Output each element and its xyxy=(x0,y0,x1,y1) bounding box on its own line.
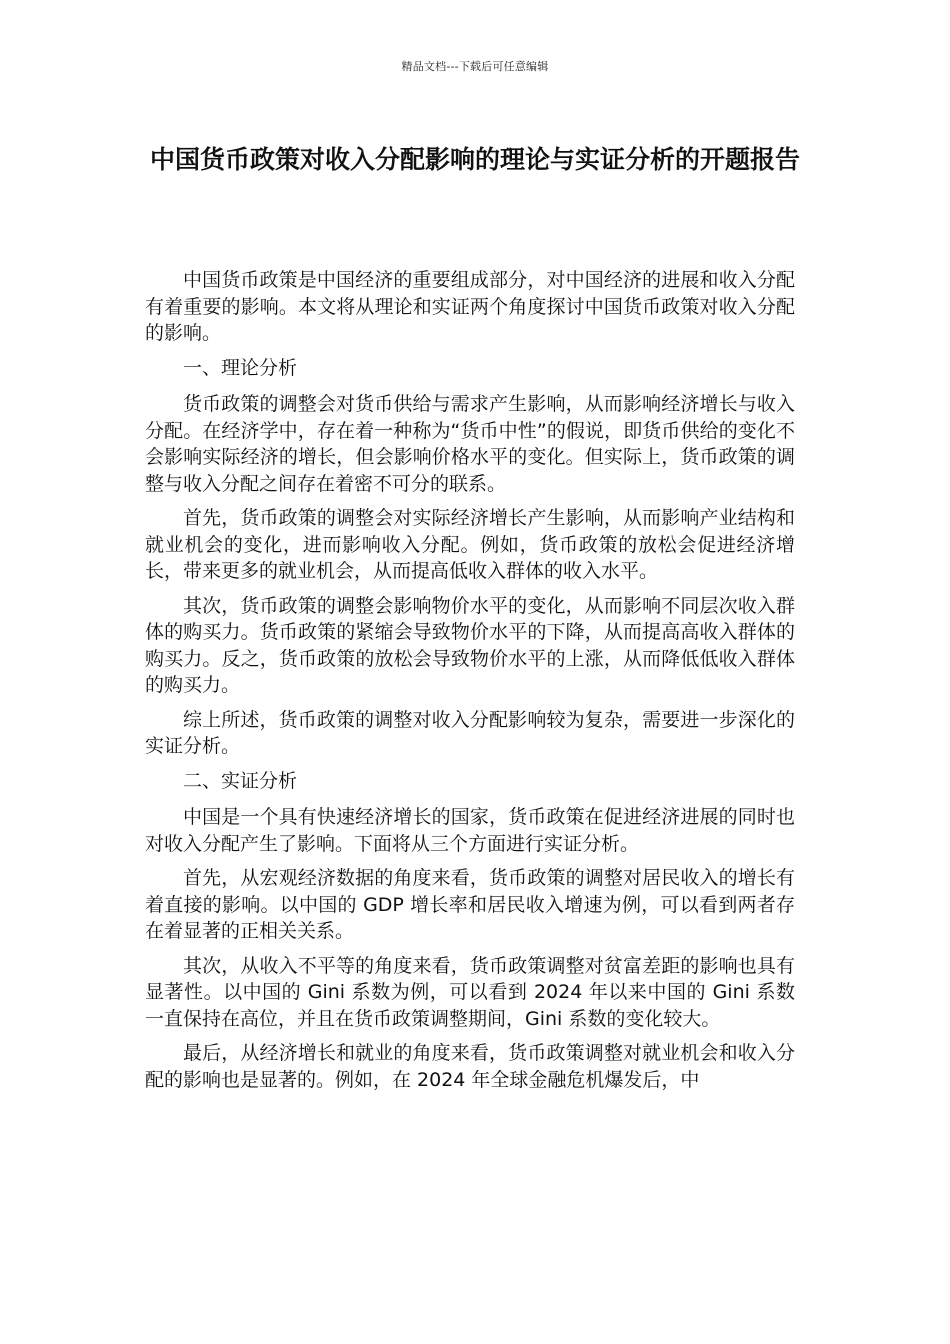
header-note: 精品文档---下载后可任意编辑 xyxy=(401,60,549,73)
body-paragraph: 最后，从经济增长和就业的角度来看，货币政策调整对就业机会和收入分配的影响也是显著的。例如，在 2024 年全球金融危机爆发后，中 xyxy=(145,1042,795,1091)
body-paragraph: 首先，从宏观经济数据的角度来看，货币政策的调整对居民收入的增长有着直接的影响。以中国的 GDP 增长率和居民收入增速为例，可以看到两者存在着显著的正相关关系。 xyxy=(145,867,795,942)
document-body xyxy=(145,267,795,1101)
document-title: 中国货币政策对收入分配影响的理论与实证分析的开题报告 xyxy=(149,145,800,174)
body-paragraph: 综上所述，货币政策的调整对收入分配影响较为复杂，需要进一步深化的实证分析。 xyxy=(145,708,795,757)
body-paragraph: 首先，货币政策的调整会对实际经济增长产生影响，从而影响产业结构和就业机会的变化，进而影响收入分配。例如，货币政策的放松会促进经济增长，带来更多的就业机会，从而提高低收入群体的收入水平。 xyxy=(145,507,795,582)
intro-paragraph: 中国货币政策是中国经济的重要组成部分，对中国经济的进展和收入分配有着重要的影响。本文将从理论和实证两个角度探讨中国货币政策对收入分配的影响。 xyxy=(145,269,795,344)
body-paragraph: 中国是一个具有快速经济增长的国家，货币政策在促进经济进展的同时也对收入分配产生了影响。下面将从三个方面进行实证分析。 xyxy=(145,806,795,855)
body-paragraph: 其次，从收入不平等的角度来看，货币政策调整对贫富差距的影响也具有显著性。以中国的 Gini 系数为例，可以看到 2024 年以来中国的 Gini 系数一直保持在高位，并且在货币政策调整期间，Gini 系数的变化较大。 xyxy=(145,954,795,1030)
body-paragraph: 其次，货币政策的调整会影响物价水平的变化，从而影响不同层次收入群体的购买力。货币政策的紧缩会导致物价水平的下降，从而提高高收入群体的购买力。反之，货币政策的放松会导致物价水平的上涨，从而降低低收入群体的购买力。 xyxy=(145,594,795,696)
section-heading-theory: 一、理论分析 xyxy=(183,356,298,379)
body-paragraph: 货币政策的调整会对货币供给与需求产生影响，从而影响经济增长与收入分配。在经济学中，存在着一种称为“货币中性”的假说，即货币供给的变化不会影响实际经济的增长，但会影响价格水平的变化。但实际上，货币政策的调整与收入分配之间存在着密不可分的联系。 xyxy=(145,393,795,495)
section-heading-empirical: 二、实证分析 xyxy=(183,769,298,792)
